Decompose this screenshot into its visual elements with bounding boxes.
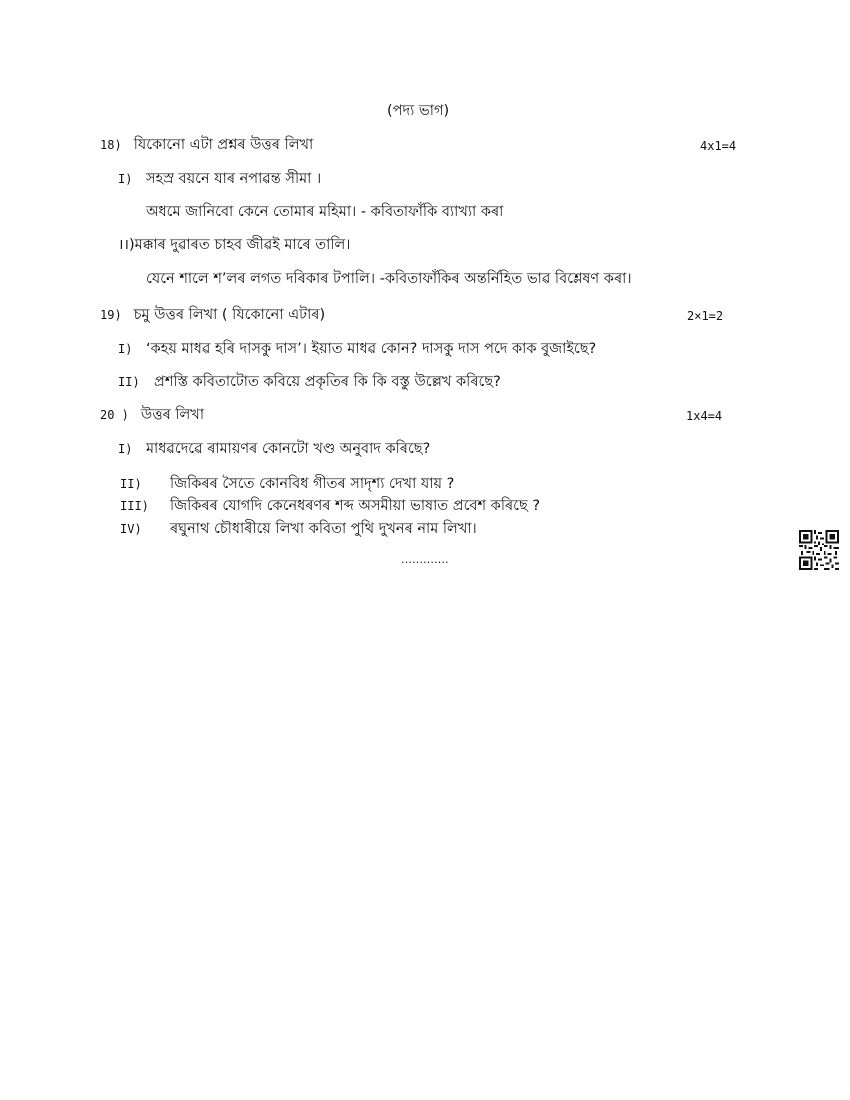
question-prompt: যিকোনো এটা প্ৰশ্নৰ উত্তৰ লিখা xyxy=(133,137,314,153)
question-18-marks: 4x1=4 xyxy=(700,139,737,153)
item-text: ‘কহয় মাধৱ হৰি দাসকু দাস’। ইয়াত মাধৱ কোন? দাসকু দাস পদে কাক বুজাইছে? xyxy=(146,341,597,357)
question-number: 20 ) xyxy=(100,408,129,422)
question-prompt: চমু উত্তৰ লিখা ( যিকোনো এটাৰ) xyxy=(133,307,326,323)
item-label: IV) xyxy=(120,522,142,536)
question-20-item-2 xyxy=(120,475,454,493)
item-label: III) xyxy=(120,499,149,513)
end-marker: …………. xyxy=(401,553,449,566)
question-19-item-2 xyxy=(118,373,501,391)
question-18-item-1 xyxy=(118,170,321,188)
item-text: মক্কাৰ দুৱাৰত চাহব জীৱই মাৰে তালি। xyxy=(134,237,351,253)
question-18-item-2 xyxy=(118,236,350,254)
question-18-header xyxy=(100,136,313,154)
question-prompt: উত্তৰ লিখা xyxy=(140,407,205,423)
item-label: II) xyxy=(118,375,140,389)
question-20-item-4 xyxy=(120,520,477,538)
question-19-item-1 xyxy=(118,340,596,358)
question-number: 18) xyxy=(100,138,122,152)
item-text: মাধৱদেৱে ৰামায়ণৰ কোনটো খণ্ড অনুবাদ কৰিছে? xyxy=(146,441,431,457)
item-label: II) xyxy=(120,477,142,491)
item-label: I) xyxy=(118,172,133,186)
item-text: জিকিৰৰ সৈতে কোনবিধ গীতৰ সাদৃশ্য দেখা যায় ? xyxy=(170,476,455,492)
question-19-marks: 2×1=2 xyxy=(687,309,724,323)
qr-code-icon xyxy=(799,530,839,570)
question-19-header xyxy=(100,306,325,324)
item-label: ।।) xyxy=(118,237,135,253)
item-text: ৰঘুনাথ চৌধাৰীয়ে লিখা কবিতা পুথি দুখনৰ নাম লিখা। xyxy=(170,521,477,537)
question-20-header xyxy=(100,406,204,424)
item-text: যেনে শালে শ’লৰ লগত দৰিকাৰ টপালি। -কবিতাফাঁকিৰ অন্তৰ্নিহিত ভাৱ বিশ্লেষণ কৰা। xyxy=(146,271,632,287)
item-text: জিকিৰৰ যোগদি কেনেধৰণৰ শব্দ অসমীয়া ভাষাত প্ৰবেশ কৰিছে ? xyxy=(170,498,541,514)
question-20-item-3 xyxy=(120,497,540,515)
question-18-item-2-continued xyxy=(146,270,632,288)
item-label: I) xyxy=(118,442,133,456)
item-text: প্ৰশস্তি কবিতাটোত কবিয়ে প্ৰকৃতিৰ কি কি বস্তু উল্লেখ কৰিছে? xyxy=(154,374,501,390)
question-20-marks: 1x4=4 xyxy=(686,409,723,423)
question-20-item-1 xyxy=(118,440,430,458)
question-18-item-1-continued xyxy=(146,203,503,221)
item-text: সহস্ৰ বয়নে যাৰ নপাৱন্ত সীমা । xyxy=(146,171,322,187)
question-number: 19) xyxy=(100,308,122,322)
item-label: I) xyxy=(118,342,133,356)
item-text: অধমে জানিবো কেনে তোমাৰ মহিমা। - কবিতাফাঁকি ব্যাখ্যা কৰা xyxy=(146,204,504,220)
section-title: (পদ্য ভাগ) xyxy=(387,103,450,119)
